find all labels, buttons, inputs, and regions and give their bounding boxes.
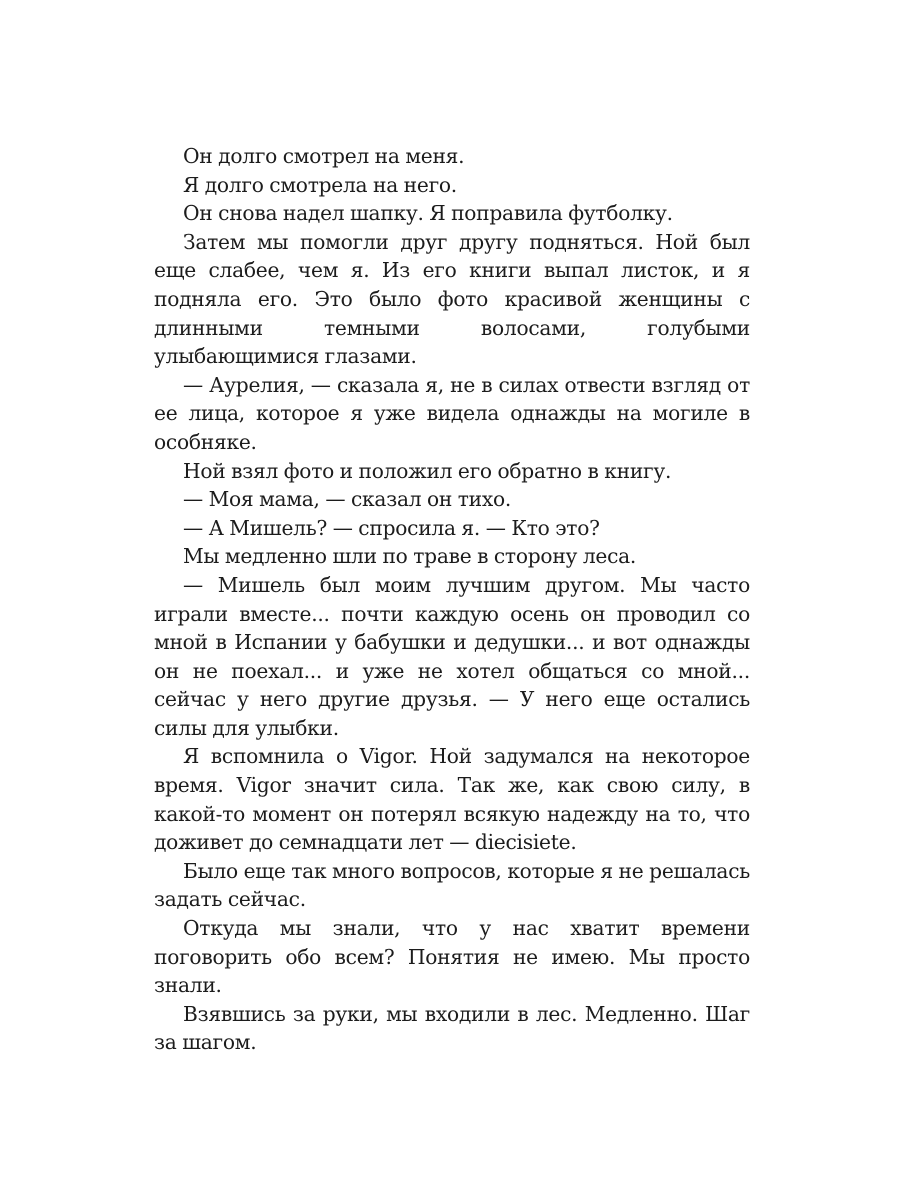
paragraph-12: Было еще так много вопросов, которые я не решалась задать сейчас. xyxy=(154,858,750,912)
paragraph-4: Затем мы помогли друг другу подняться. Ной был еще слабее, чем я. Из его книги выпал листок, и я подняла его. Это было фото красивой женщины с длинными темными волосами, голубыми улыбающимися глазами. xyxy=(154,229,750,369)
paragraph-9: Мы медленно шли по траве в сторону леса. xyxy=(183,544,637,569)
paragraph-1: Он долго смотрел на меня. xyxy=(183,144,465,168)
page-text xyxy=(154,142,750,1057)
paragraph-6: Ной взял фото и положил его обратно в книгу. xyxy=(183,458,672,483)
paragraph-14: Взявшись за руки, мы входили в лес. Медленно. Шаг за шагом. xyxy=(154,1001,750,1055)
paragraph-13: Откуда мы знали, что у нас хватит времени поговорить обо всем? Понятия не имею. Мы просто знали. xyxy=(154,916,750,998)
paragraph-2: Я долго смотрела на него. xyxy=(183,172,457,197)
paragraph-7: — Моя мама, — сказал он тихо. xyxy=(183,487,512,512)
paragraph-11: Я вспомнила о Vigor. Ной задумался на некоторое время. Vigor значит сила. Так же, как свою силу, в какой-то момент он потерял всякую надежду на то, что доживет до семнадцати лет — diecisiete. xyxy=(154,744,750,855)
paragraph-5: — Аурелия, — сказала я, не в силах отвести взгляд от ее лица, которое я уже видела однажды на могиле в особняке. xyxy=(154,372,750,454)
paragraph-8: — А Мишель? — спросила я. — Кто это? xyxy=(183,515,600,540)
paragraph-10: — Мишель был моим лучшим другом. Мы часто играли вместе... почти каждую осень он проводил со мной в Испании у бабушки и дедушки... и вот однажды он не поехал... и уже не хотел общаться со мной... сейчас у него другие друзья. — У него еще остались силы для улыбки. xyxy=(154,572,750,740)
paragraph-3: Он снова надел шапку. Я поправила футболку. xyxy=(183,201,673,226)
